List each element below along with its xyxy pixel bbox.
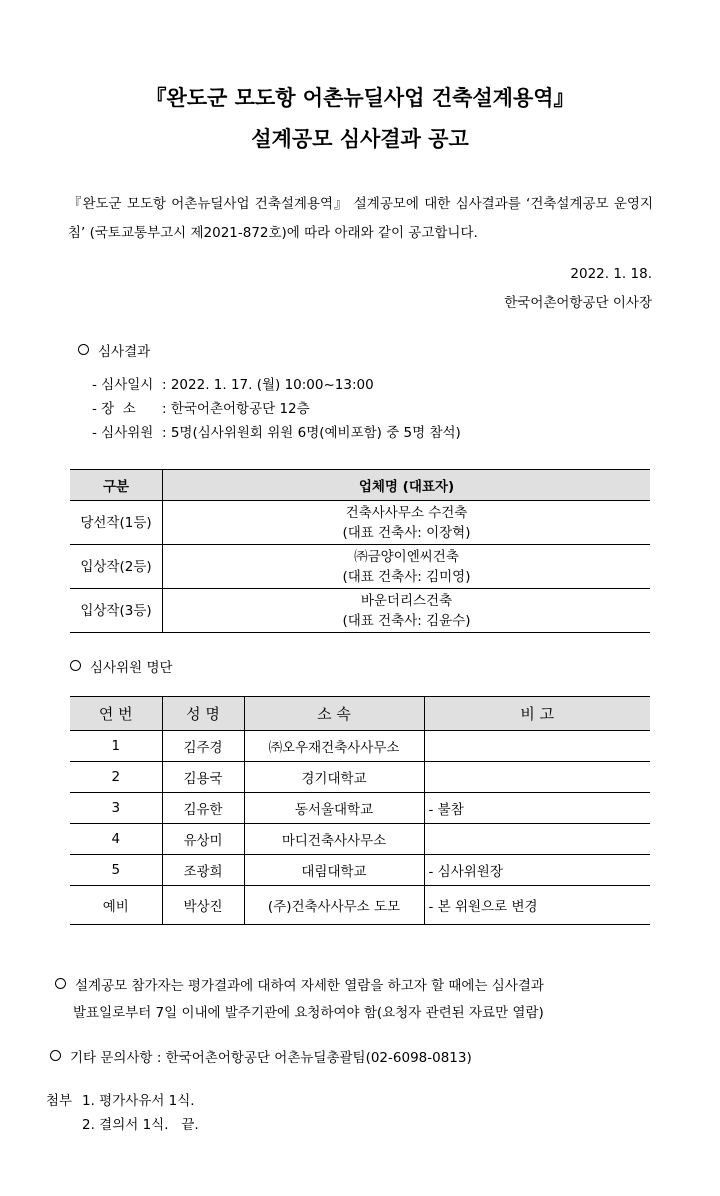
column-header: 성 명 bbox=[162, 697, 244, 731]
table-row bbox=[70, 589, 650, 633]
no-cell: 3 bbox=[70, 793, 162, 824]
org-cell: ㈜오우재건축사사무소 bbox=[244, 731, 424, 762]
name-cell: 김유한 bbox=[162, 793, 244, 824]
circle-bullet-icon bbox=[70, 660, 81, 671]
result-section-heading: 심사결과 bbox=[78, 340, 150, 360]
name-cell: 조광희 bbox=[162, 855, 244, 886]
org-cell: 경기대학교 bbox=[244, 762, 424, 793]
note-cell: - 심사위원장 bbox=[424, 855, 650, 886]
circle-bullet-icon bbox=[55, 978, 66, 989]
issuer-name: 한국어촌어항공단 이사장 bbox=[504, 295, 652, 311]
org-cell: 마디건축사사무소 bbox=[244, 824, 424, 855]
column-header: 소 속 bbox=[244, 697, 424, 731]
results-table bbox=[70, 469, 650, 633]
name-cell: 김주경 bbox=[162, 731, 244, 762]
table-row bbox=[70, 731, 650, 762]
name-cell: 김용국 bbox=[162, 762, 244, 793]
table-row bbox=[70, 824, 650, 855]
column-header: 업체명 (대표자) bbox=[163, 470, 651, 501]
issue-date: 2022. 1. 18. bbox=[570, 266, 652, 282]
rank-cell: 입상작(3등) bbox=[70, 589, 163, 633]
intro-paragraph: 『완도군 모도항 어촌뉴딜사업 건축설계용역』 설계공모에 대한 심사결과를 ‘건축설계공모 운영지침’ (국토교통부고시 제2021-872호)에 따라 아래와 같이 공고합니다. bbox=[68, 196, 653, 241]
attachment-item: 2. 결의서 1식. 끝. bbox=[82, 1117, 199, 1133]
no-cell: 예비 bbox=[70, 886, 162, 925]
table-row bbox=[70, 855, 650, 886]
document-title: 『완도군 모도항 어촌뉴딜사업 건축설계용역』 bbox=[145, 86, 575, 110]
table-row bbox=[70, 545, 650, 589]
column-header: 비 고 bbox=[424, 697, 650, 731]
rank-cell: 입상작(2등) bbox=[70, 545, 163, 589]
review-date-item: - 심사일시 : 2022. 1. 17. (월) 10:00~13:00 bbox=[92, 377, 374, 393]
column-header: 연 번 bbox=[70, 697, 162, 731]
contact-line: 기타 문의사항 : 한국어촌어항공단 어촌뉴딜총괄팀(02-6098-0813) bbox=[50, 1046, 472, 1066]
org-cell: 동서울대학교 bbox=[244, 793, 424, 824]
table-header-row bbox=[70, 470, 650, 501]
no-cell: 2 bbox=[70, 762, 162, 793]
org-cell: 대림대학교 bbox=[244, 855, 424, 886]
attachments-label: 첨부 bbox=[46, 1093, 73, 1109]
members-table bbox=[70, 696, 650, 925]
review-members-item: - 심사위원 : 5명(심사위원회 위원 6명(예비포함) 중 5명 참석) bbox=[92, 425, 461, 441]
review-place-item: - 장 소 : 한국어촌어항공단 12층 bbox=[92, 401, 310, 417]
note-cell: - 본 위원으로 변경 bbox=[424, 886, 650, 925]
note-cell bbox=[424, 762, 650, 793]
note-cell bbox=[424, 824, 650, 855]
members-section-heading: 심사위원 명단 bbox=[70, 656, 173, 676]
column-header: 구분 bbox=[70, 470, 163, 501]
company-cell: 건축사사무소 수건축 (대표 건축사: 이장혁) bbox=[163, 501, 651, 545]
company-cell: ㈜금양이엔씨건축 (대표 건축사: 김미영) bbox=[163, 545, 651, 589]
attachment-item: 1. 평가사유서 1식. bbox=[82, 1093, 195, 1109]
no-cell: 4 bbox=[70, 824, 162, 855]
circle-bullet-icon bbox=[78, 344, 89, 355]
name-cell: 박상진 bbox=[162, 886, 244, 925]
document-subtitle: 설계공모 심사결과 공고 bbox=[251, 127, 469, 151]
note-cell bbox=[424, 731, 650, 762]
company-cell: 바운더리스건축 (대표 건축사: 김윤수) bbox=[163, 589, 651, 633]
name-cell: 유상미 bbox=[162, 824, 244, 855]
circle-bullet-icon bbox=[50, 1050, 61, 1061]
note-cell: - 불참 bbox=[424, 793, 650, 824]
no-cell: 1 bbox=[70, 731, 162, 762]
table-row bbox=[70, 762, 650, 793]
rank-cell: 당선작(1등) bbox=[70, 501, 163, 545]
table-header-row bbox=[70, 697, 650, 731]
no-cell: 5 bbox=[70, 855, 162, 886]
inspection-notice: 설계공모 참가자는 평가결과에 대하여 자세한 열람을 하고자 할 때에는 심사결과 발표일로부터 7일 이내에 발주기관에 요청하여야 함(요청자 관련된 자료만 열람) bbox=[55, 973, 655, 1027]
table-row bbox=[70, 793, 650, 824]
org-cell: (주)건축사사무소 도모 bbox=[244, 886, 424, 925]
table-row bbox=[70, 886, 650, 925]
table-row bbox=[70, 501, 650, 545]
